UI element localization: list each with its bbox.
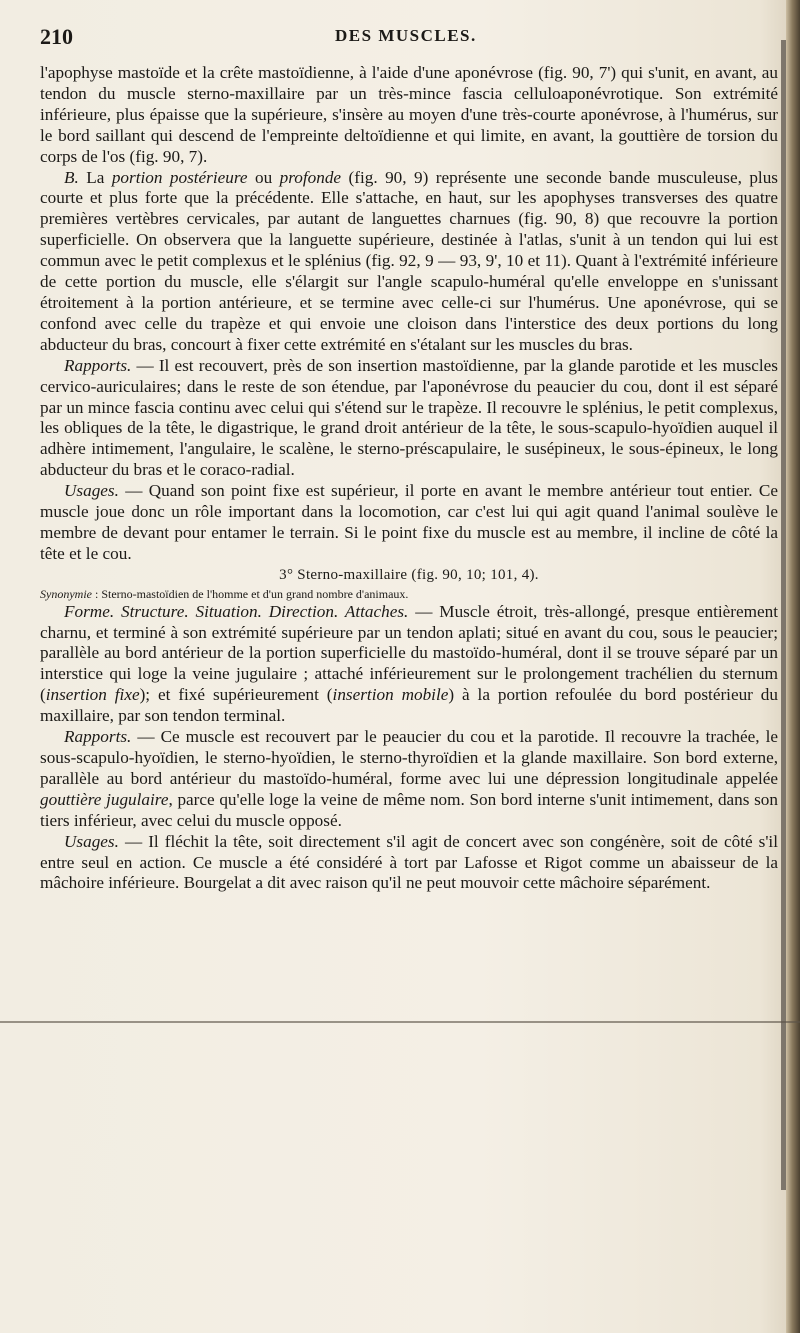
text-run: , parce qu'elle loge la veine de même nom. Son bord interne s'unit intimement, dans son tiers inférieur, avec celui du muscle opposé. xyxy=(40,789,778,830)
section-heading: 3° Sterno-maxillaire (fig. 90, 10; 101, 4). xyxy=(279,566,539,583)
synonymy-label: Synonymie xyxy=(40,586,92,601)
paragraph xyxy=(40,832,778,895)
term: profonde xyxy=(279,167,342,187)
paragraph xyxy=(40,602,778,727)
subheading: Usages. xyxy=(64,481,119,501)
term: gouttière jugulaire xyxy=(40,789,169,809)
text-run: — Muscle étroit, très-allongé, presque entièrement charnu, et terminé à son extrémité supérieure par un tendon aplati; situé en avant du cou, sous le peaucier; parallèle au bord antérieur de la portion superficielle du mastoïdo-huméral, dont il se trouve séparé par un interstice qui loge la veine jugulaire ; attaché inférieurement sur le prolongement trachélien du sternum ( xyxy=(40,601,778,705)
page-rule xyxy=(0,1021,800,1023)
text-run: — Ce muscle est recouvert par le peaucier du cou et la parotide. Il recouvre la trachée, le sous-scapulo-hyoïdien, le sterno-hyoïdien, le sterno-thyroïdien et la glande maxillaire. Son bord externe, parallèle au bord antérieur du mastoïdo-huméral, forme avec lui une dépression longitudinale appelée xyxy=(40,727,778,788)
paragraph xyxy=(40,356,778,481)
subheading: Usages. xyxy=(64,831,119,851)
paragraph: l'apophyse mastoïde et la crête mastoïdienne, à l'aide d'une aponévrose (fig. 90, 7') qui s'unit, en avant, au tendon du muscle sterno-maxillaire par un très-mince fascia celluloaponévrotique. Son extrémité inférieure, plus épaisse que la supérieure, s'insère au moyen d'une très-courte aponévrose, à l'humérus, sur le bord saillant qui descend de l'empreinte deltoïdienne et qui limite, en avant, la gouttière de torsion du corps de l'os (fig. 90, 7). xyxy=(40,63,778,166)
section-letter: B. xyxy=(64,167,79,187)
text-run: ou xyxy=(247,167,280,187)
page-gutter-shadow xyxy=(781,40,786,1190)
text-run: — Il est recouvert, près de son insertion mastoïdienne, par la glande parotide et les muscles cervico-auriculaires; dans le reste de son étendue, par l'aponévrose du peaucier du cou, dont il est séparé par un mince fascia continu avec celui qui s'étend sur le trapèze. Il recouvre le splénius, le petit complexus, les obliques de la tête, le digastrique, le grand droit antérieur de la tête, le sous-scapulo-hyoïdien auquel il adhère intimement, l'angulaire, le scalène, le sterno-préscapulaire, le susépineux, le sous-épineux, le long abducteur du bras et le coraco-radial. xyxy=(40,355,778,480)
text-run: (fig. 90, 9) représente une seconde bande musculeuse, plus courte et plus forte que la précédente. Elle s'attache, en haut, sur les apophyses transverses des quatre premières vertèbres cervicales, par autant de languettes charnues (fig. 90, 8) que recouvre la portion superficielle. On observera que la languette supérieure, destinée à l'atlas, s'unit à un tendon qui lui est commun avec le petit complexus et le splénius (fig. 92, 9 — 93, 9', 10 et 11). Quant à l'extrémité inférieure de cette portion du muscle, elle s'élargit sur l'angle scapulo-huméral qu'elle enveloppe en s'unissant étroitement à la portion antérieure, et se termine avec celle-ci sur l'humérus. Une aponévrose, qui se confond avec celle du trapèze et qui envoie une cloison dans l'interstice des deux portions du long abducteur du bras, concourt à fixer cette extrémité en s'étalant sur les muscles du bras. xyxy=(40,167,778,354)
body-text xyxy=(40,63,778,894)
text-run: La xyxy=(78,167,112,187)
page-number: 210 xyxy=(40,24,73,49)
subheading: Rapports. xyxy=(64,727,132,747)
synonymy xyxy=(40,586,778,602)
subheading: Rapports. xyxy=(64,355,132,375)
term: portion postérieure xyxy=(111,167,248,187)
paragraph xyxy=(40,168,778,356)
text-run: — Quand son point fixe est supérieur, il porte en avant le membre antérieur tout entier. Ce muscle joue donc un rôle important dans la locomotion, car c'est lui qui agit quand l'animal soulève le membre de devant pour entamer le terrain. Si le point fixe du muscle est au membre, il incline de côté la tête et le cou. xyxy=(40,481,778,563)
page-header xyxy=(40,24,760,54)
text-run: — Il fléchit la tête, soit directement s'il agit de concert avec son congénère, soit de côté s'il entre seul en action. Ce muscle a été considéré à tort par Lafosse et Rigot comme un abaisseur de la mâchoire inférieure. Bourgelat a dit avec raison qu'il ne peut mouvoir cette mâchoire séparément. xyxy=(40,831,778,893)
synonymy-text: : Sterno-mastoïdien de l'homme et d'un grand nombre d'animaux. xyxy=(91,586,409,601)
subheading: Forme. Structure. Situation. Direction. Attaches. xyxy=(64,601,409,621)
page-edge-shadow xyxy=(786,0,800,1333)
text-run: ) à la portion refoulée du bord postérieur du maxillaire, par son tendon terminal. xyxy=(40,685,778,726)
term: insertion mobile xyxy=(332,685,449,705)
text-run: ); et fixé supérieurement ( xyxy=(139,685,333,705)
running-title: DES MUSCLES. xyxy=(335,26,477,45)
paragraph xyxy=(40,727,778,832)
term: insertion fixe xyxy=(45,685,140,705)
paragraph xyxy=(40,481,778,565)
